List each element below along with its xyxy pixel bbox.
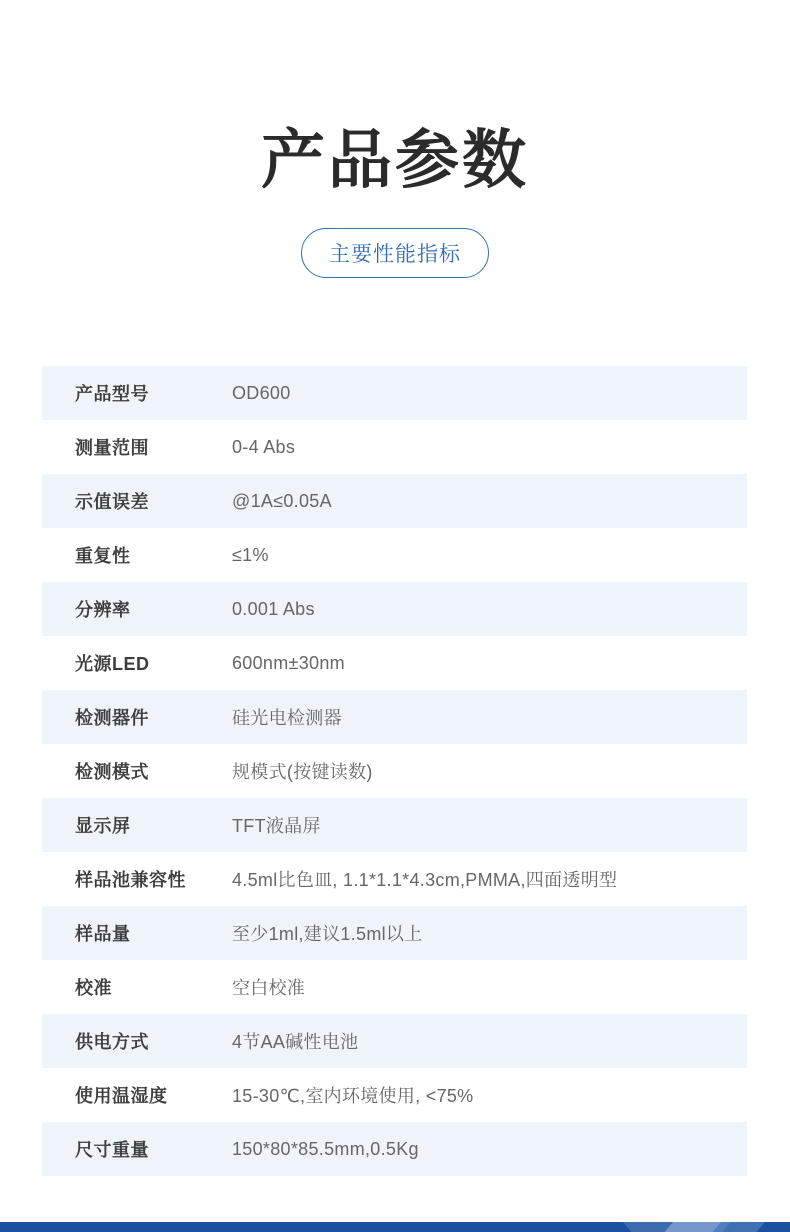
spec-label: 检测模式 xyxy=(75,762,149,782)
table-row xyxy=(42,366,747,420)
table-row xyxy=(42,1014,747,1068)
spec-label: 检测器件 xyxy=(75,708,149,728)
page-title: 产品参数 xyxy=(261,124,529,196)
spec-label: 显示屏 xyxy=(75,816,131,836)
table-row xyxy=(42,528,747,582)
spec-value: TFT液晶屏 xyxy=(232,816,321,836)
spec-value: 4节AA碱性电池 xyxy=(232,1032,359,1052)
spec-value: 600nm±30nm xyxy=(232,652,345,673)
spec-value: OD600 xyxy=(232,382,291,403)
spec-label: 尺寸重量 xyxy=(75,1140,149,1160)
spec-label: 产品型号 xyxy=(75,384,149,404)
table-row xyxy=(42,1068,747,1122)
spec-value: ≤1% xyxy=(232,544,269,565)
table-row xyxy=(42,474,747,528)
table-row xyxy=(42,960,747,1014)
spec-label: 示值误差 xyxy=(75,492,149,512)
spec-value: 硅光电检测器 xyxy=(232,708,342,728)
page-header xyxy=(0,0,790,278)
spec-label: 光源LED xyxy=(75,654,150,674)
table-row xyxy=(42,906,747,960)
spec-label: 供电方式 xyxy=(75,1032,149,1052)
spec-label: 样品量 xyxy=(75,924,131,944)
table-row xyxy=(42,798,747,852)
spec-value: 15-30℃,室内环境使用, <75% xyxy=(232,1086,474,1106)
table-row xyxy=(42,1122,747,1176)
table-row xyxy=(42,852,747,906)
table-row xyxy=(42,744,747,798)
section-badge: 主要性能指标 xyxy=(301,228,489,278)
spec-label: 使用温湿度 xyxy=(75,1086,168,1106)
table-row xyxy=(42,420,747,474)
spec-value: 150*80*85.5mm,0.5Kg xyxy=(232,1138,419,1159)
table-row xyxy=(42,636,747,690)
spec-value: 0.001 Abs xyxy=(232,598,315,619)
spec-label: 样品池兼容性 xyxy=(75,870,186,890)
spec-value: 规模式(按键读数) xyxy=(232,762,373,782)
spec-table xyxy=(42,366,747,1176)
spec-value: 至少1ml,建议1.5ml以上 xyxy=(232,924,423,944)
spec-label: 测量范围 xyxy=(75,438,149,458)
footer-accent-bar xyxy=(0,1222,790,1232)
spec-value: 4.5ml比色皿, 1.1*1.1*4.3cm,PMMA,四面透明型 xyxy=(232,870,618,890)
spec-value: @1A≤0.05A xyxy=(232,490,332,511)
spec-label: 分辨率 xyxy=(75,600,131,620)
table-row xyxy=(42,582,747,636)
spec-value: 0-4 Abs xyxy=(232,436,296,457)
table-row xyxy=(42,690,747,744)
spec-label: 校准 xyxy=(75,978,112,998)
spec-label: 重复性 xyxy=(75,546,131,566)
spec-value: 空白校准 xyxy=(232,978,306,998)
